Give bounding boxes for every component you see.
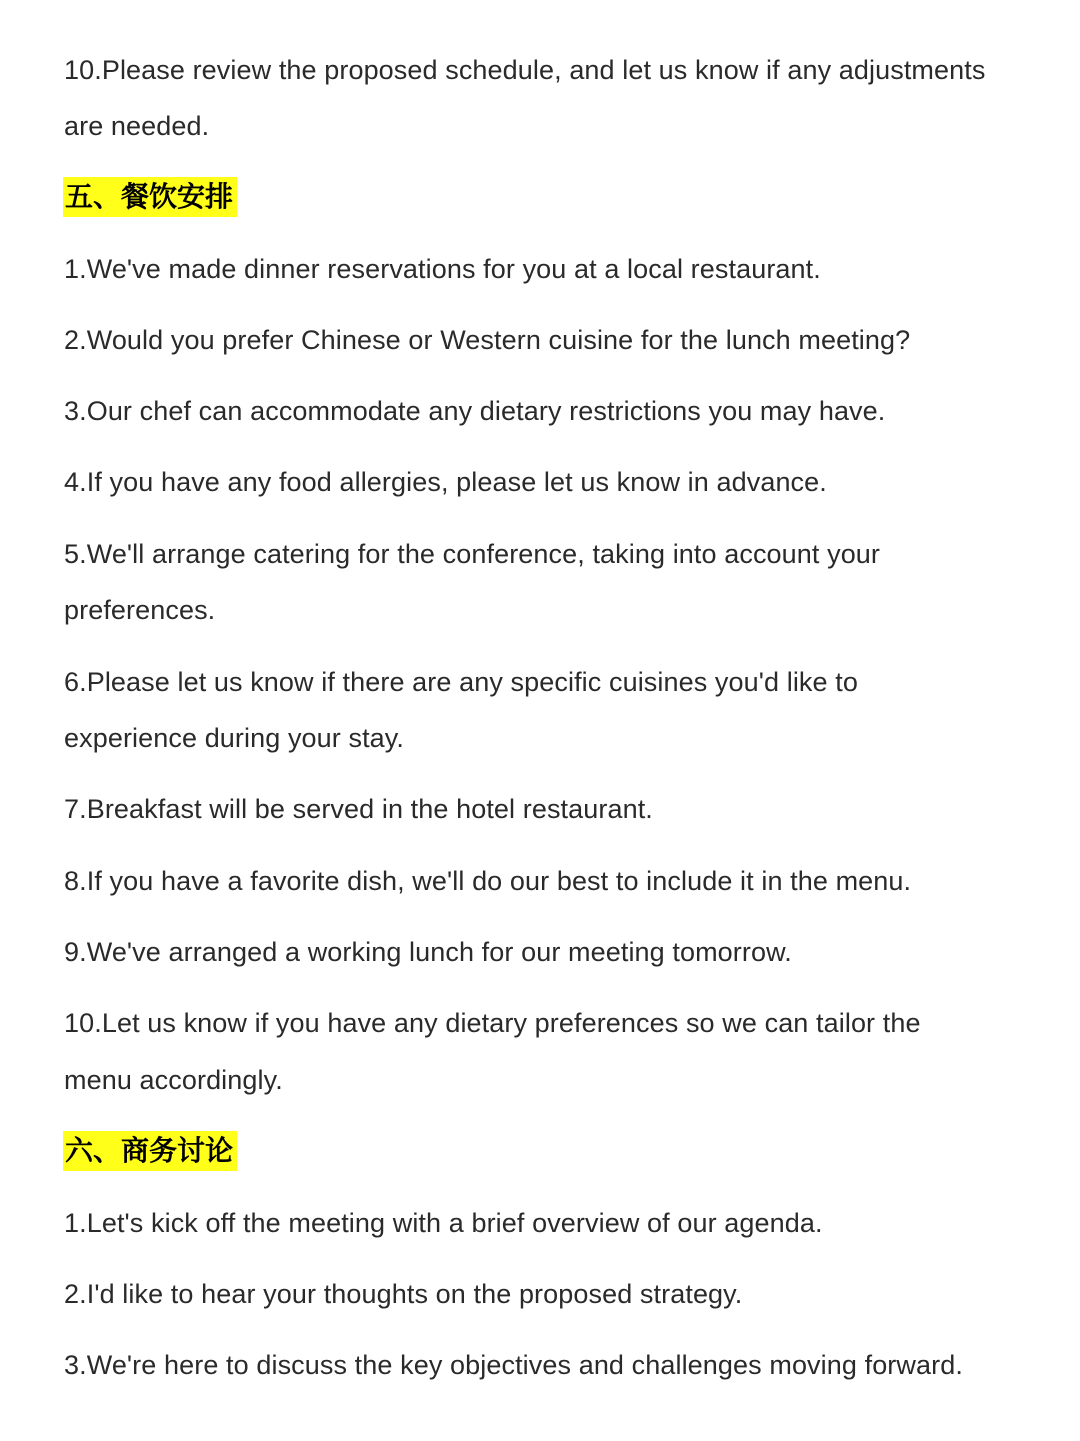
text-line: 6.Please let us know if there are any specific cuisines you'd like to: [64, 667, 858, 697]
text-line: 10.Please review the proposed schedule, and let us know if any adjustments: [64, 55, 986, 85]
section-heading-dining: 五、餐饮安排: [63, 177, 237, 217]
text-line: are needed.: [64, 111, 210, 141]
text-line: 10.Let us know if you have any dietary preferences so we can tailor the: [64, 1008, 921, 1038]
text-line: 3.Our chef can accommodate any dietary restrictions you may have.: [64, 396, 886, 426]
text-line: 3.We're here to discuss the key objectives and challenges moving forward.: [64, 1350, 963, 1380]
text-line: 1.We've made dinner reservations for you at a local restaurant.: [64, 254, 821, 284]
text-line: preferences.: [64, 595, 216, 625]
section-heading-business: 六、商务讨论: [63, 1131, 237, 1171]
text-line: 7.Breakfast will be served in the hotel restaurant.: [64, 794, 653, 824]
text-line: 1.Let's kick off the meeting with a brief overview of our agenda.: [64, 1208, 823, 1238]
text-line: 9.We've arranged a working lunch for our meeting tomorrow.: [64, 937, 792, 967]
text-line: menu accordingly.: [64, 1065, 283, 1095]
text-line: 4.If you have any food allergies, please let us know in advance.: [64, 467, 827, 497]
text-line: experience during your stay.: [64, 723, 404, 753]
text-line: 5.We'll arrange catering for the conference, taking into account your: [64, 539, 881, 569]
text-line: 2.Would you prefer Chinese or Western cuisine for the lunch meeting?: [64, 325, 911, 355]
text-line: 2.I'd like to hear your thoughts on the proposed strategy.: [64, 1279, 743, 1309]
text-line: 8.If you have a favorite dish, we'll do our best to include it in the menu.: [64, 866, 912, 896]
